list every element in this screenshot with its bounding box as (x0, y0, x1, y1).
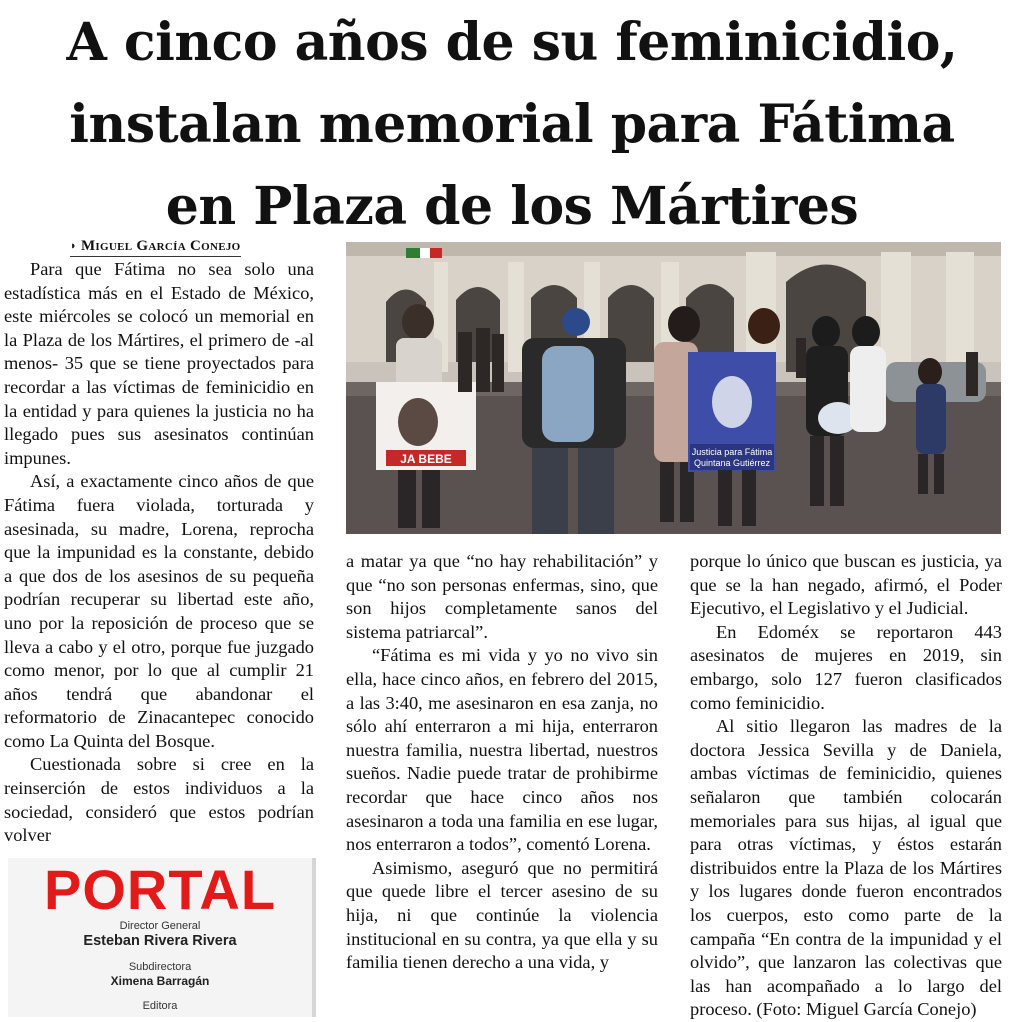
staff-role: Editora (142, 1000, 178, 1012)
poster-text: JA BEBE (400, 452, 452, 466)
news-photo (346, 242, 1001, 534)
paragraph: a matar ya que “no hay rehabilitación” y que “no son personas enfermas, sino, que son hijos completamente sanos del sistema patriarcal”. (346, 551, 658, 642)
byline-marker-icon: ◗ (70, 240, 77, 252)
headline (0, 2, 1024, 248)
article-column-3 (690, 550, 1002, 1022)
paragraph: “Fátima es mi vida y yo no vivo sin ella, hace cinco años, en febrero del 2015, a las 3:40, me asesinaron en esa zanja, no sólo ahí enterraron a mi hija, enterraron nuestra familia, nuestra libertad, nuestros sueños. Nadie puede tratar de prohibirme recordar que hace cinco años nos asesinaron a toda una familia en ese lugar, nos enterraron a todos”, comentó Lorena. (346, 645, 658, 855)
headline-line-1: A cinco años de su feminicidio, (66, 12, 958, 73)
staff-role: Subdirectora (128, 961, 192, 973)
staff-role: Director General (119, 920, 201, 932)
paragraph: Al sitio llegaron las madres de la doctora Jessica Sevilla y de Daniela, ambas víctimas de feminicidio, quienes señalaron que también colocarán memoriales para sus hijas, al igual que para otras víctimas, y éstos estarán distribuidos entre la Plaza de los Mártires y los lugares donde fueron encontrados los cuerpos, esto como parte de la campaña “En contra de la impunidad y el olvido”, que lanzaron las colectivas que las han acompañado a lo largo del proceso. (Foto: Miguel García Conejo) (690, 716, 1002, 1020)
banner-text-1: Justicia para Fátima (691, 447, 773, 457)
portal-logo: PORTAL (43, 858, 277, 921)
headline-line-2: instalan memorial para Fátima (69, 94, 955, 155)
paragraph: Para que Fátima no sea solo una estadística más en el Estado de México, este miércoles se colocó un memorial en la Plaza de los Mártires, el primero de -al menos- 35 que se tiene proyectados para recordar a las víctimas de feminicidio en la entidad y para quienes la justicia no ha llegado pues sus asesinatos continúan impunes. (4, 259, 314, 468)
photo-illustration (346, 242, 1001, 534)
paragraph: Cuestionada sobre si cree en la reinserción de estos individuos a la sociedad, consideró que estos podrían volver (4, 754, 314, 846)
paragraph: Así, a exactamente cinco años de que Fátima fuera violada, torturada y asesinada, su madre, Lorena, reprocha que la impunidad es la constante, debido a que dos de los asesinos de su pequeña podrían recuperar su libertad este año, uno por la reposición de proceso que se lleva a cabo y el otro, porque fue juzgado como menor, por lo que al cumplir 21 años tendrá que abandonar el reformatorio de Zinacantepec conocido como La Quinta del Bosque. (4, 471, 314, 751)
paragraph: Asimismo, aseguró que no permitirá que quede libre el tercer asesino de su hija, ni que continúe la violencia institucional en su contra, ya que ella y su familia tienen derecho a una vida, y (346, 857, 658, 973)
article-column-1 (4, 258, 314, 848)
paragraph: porque lo único que buscan es justicia, ya que se la han negado, afirmó, el Poder Ejecutivo, el Legislativo y el Judicial. (690, 551, 1002, 619)
paragraph: En Edoméx se reportaron 443 asesinatos de mujeres en 2019, sin embargo, solo 127 fueron clasificados como feminicidio. (690, 621, 1002, 713)
staff-name: Ximena Barragán (110, 974, 210, 988)
staff-name: Esteban Rivera Rivera (83, 933, 237, 949)
byline-author: Miguel García Conejo (80, 238, 241, 254)
banner-text-2: Quintana Gutiérrez (693, 458, 771, 468)
headline-line-3: en Plaza de los Mártires (165, 176, 859, 237)
byline (70, 238, 241, 257)
article-column-2 (346, 550, 658, 975)
masthead-box (8, 858, 316, 1017)
